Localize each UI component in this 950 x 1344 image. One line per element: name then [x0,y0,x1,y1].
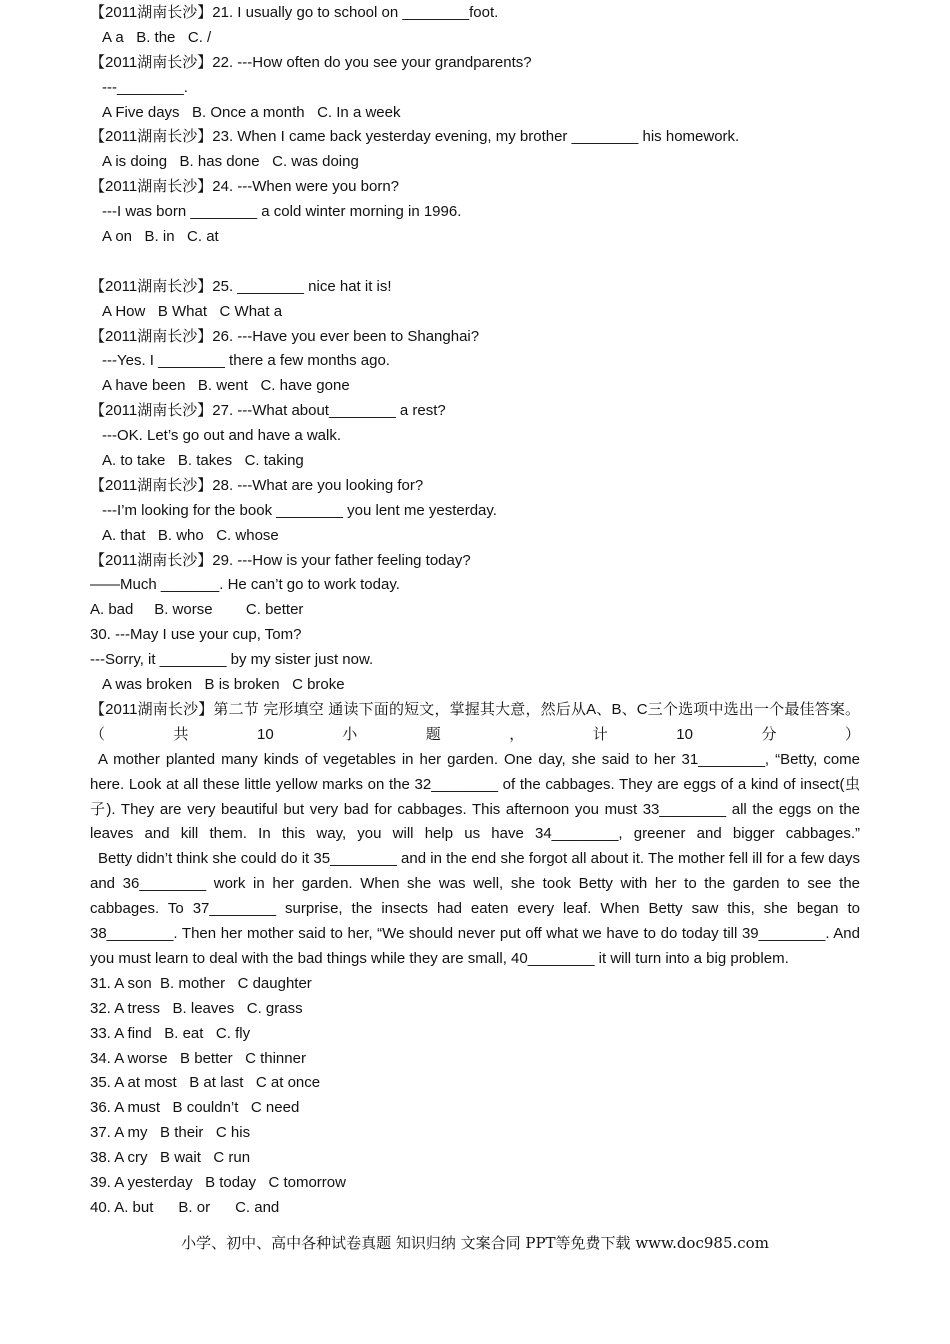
cloze-option-36: 36. A must B couldn’t C need [90,1099,300,1117]
q27-stem: 【2011湖南长沙】27. ---What about________ a rest? [90,402,446,420]
cloze-option-35: 35. A at most B at last C at once [90,1074,321,1092]
page-footer: 小学、初中、高中各种试卷真题 知识归纳 文案合同 PPT等免费下载 www.doc985.com [181,1234,769,1252]
q28-answer-line: ---I’m looking for the book ________ you lent me yesterday. [102,501,497,519]
q25-stem: 【2011湖南长沙】25. ________ nice hat it is! [90,277,392,295]
section2-instruction: 【2011湖南长沙】第二节 完形填空 通读下面的短文，掌握其大意，然后从A、B、C三个选项中选出一个最佳答案。（共10小题，计10分） [90,700,860,743]
cloze-option-39: 39. A yesterday B today C tomorrow [90,1174,346,1192]
cloze-paragraph-1: A mother planted many kinds of vegetables in her garden. One day, she said to her 31________, “Betty, come here. Look at all these little yellow marks on the 32________ of the cabbages. They are eggs of a kind of insect(虫子). They are very beautiful but very bad for cabbages. This afternoon you must 33________ all the eggs on the leaves and kill them. In this way, you will help us have 34________, greener and bigger cabbages.” [90,750,860,843]
cloze-option-31: 31. A son B. mother C daughter [90,974,312,992]
q24-options: A on B. in C. at [102,228,219,246]
document-page [90,0,860,1221]
q23-options: A is doing B. has done C. was doing [102,153,359,171]
q24-answer-line: ---I was born ________ a cold winter morning in 1996. [102,203,462,221]
cloze-paragraph-2: Betty didn’t think she could do it 35________ and in the end she forgot all about it. The mother fell ill for a few days and 36________ work in her garden. When she was well, she took Betty with her to the garden to see the cabbages. To 37________ surprise, the insects had eaten every leaf. When Betty saw this, she began to 38________. Then her mother said to her, “We should never put off what we have to do today till 39________. And you must learn to deal with the bad things while they are small, 40________ it will turn into a big problem. [90,850,860,967]
cloze-option-33: 33. A find B. eat C. fly [90,1024,251,1042]
q26-stem: 【2011湖南长沙】26. ---Have you ever been to Shanghai? [90,327,480,345]
q22-options: A Five days B. Once a month C. In a week [102,103,401,121]
q30-options: A was broken B is broken C broke [102,676,345,694]
cloze-option-38: 38. A cry B wait C run [90,1149,251,1167]
q28-options: A. that B. who C. whose [102,526,279,544]
q27-options: A. to take B. takes C. taking [102,452,304,470]
q25-options: A How B What C What a [102,302,283,320]
q21-options: A a B. the C. / [102,28,212,46]
q22-stem: 【2011湖南长沙】22. ---How often do you see your grandparents? [90,53,532,71]
q28-stem: 【2011湖南长沙】28. ---What are you looking for? [90,476,424,494]
q30-answer-line: ---Sorry, it ________ by my sister just now. [90,651,374,669]
cloze-option-40: 40. A. but B. or C. and [90,1198,280,1216]
q27-answer-line: ---OK. Let’s go out and have a walk. [102,427,342,445]
q29-options: A. bad B. worse C. better [90,601,304,619]
q22-answer-line: ---________. [102,78,188,96]
q21-stem: 【2011湖南长沙】21. I usually go to school on ________foot. [90,4,499,21]
cloze-option-37: 37. A my B their C his [90,1124,251,1142]
q26-options: A have been B. went C. have gone [102,377,350,395]
cloze-option-34: 34. A worse B better C thinner [90,1049,306,1067]
q24-stem: 【2011湖南长沙】24. ---When were you born? [90,178,400,196]
q29-stem: 【2011湖南长沙】29. ---How is your father feeling today? [90,551,471,569]
q30-stem: 30. ---May I use your cup, Tom? [90,626,302,644]
q26-answer-line: ---Yes. I ________ there a few months ago. [102,352,390,370]
blank-line [90,250,860,275]
q29-answer-line: ——Much _______. He can’t go to work today. [90,576,400,594]
cloze-option-32: 32. A tress B. leaves C. grass [90,999,303,1017]
q23-stem: 【2011湖南长沙】23. When I came back yesterday evening, my brother ________ his homework. [90,128,740,146]
